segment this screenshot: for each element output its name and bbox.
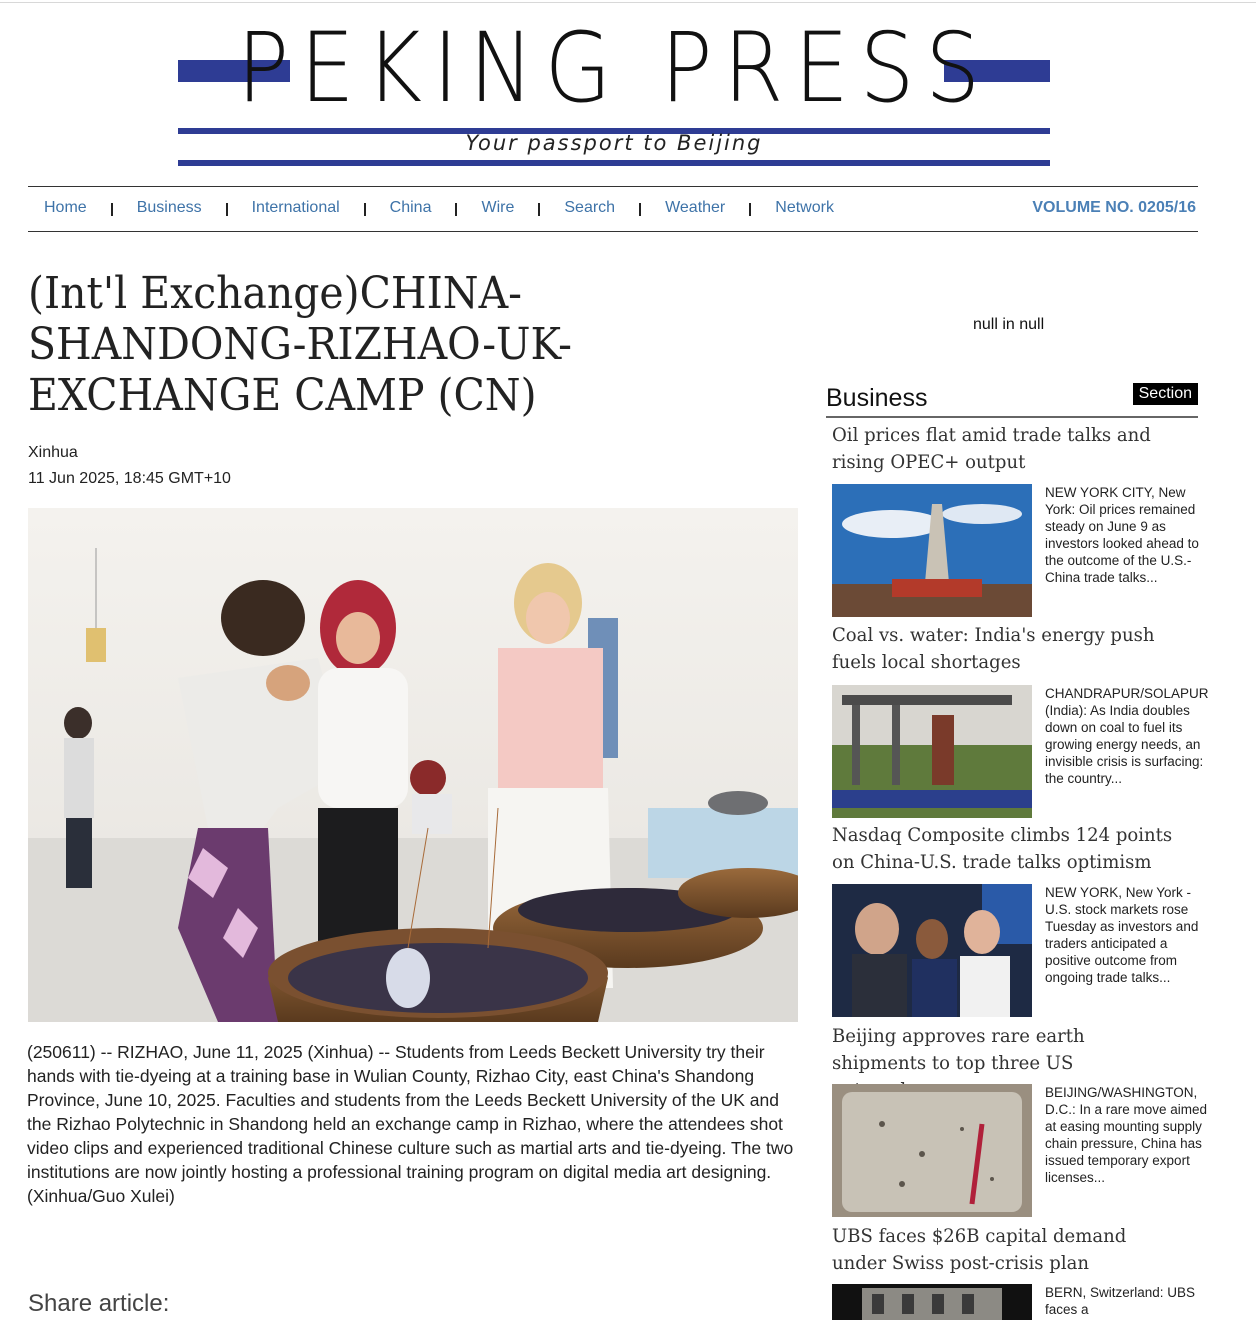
nav-weather[interactable]: Weather xyxy=(665,199,726,216)
location-text: null in null xyxy=(973,316,1045,333)
volume-number: VOLUME NO. 0205/16 xyxy=(1032,199,1196,216)
story-title-link[interactable]: UBS faces $26B capital demand under Swiss post-crisis plan xyxy=(832,1225,1127,1274)
story-title-link[interactable]: Coal vs. water: India's energy push fuels local shortages xyxy=(832,624,1155,673)
story-thumbnail[interactable] xyxy=(832,484,1032,617)
nav-search[interactable]: Search xyxy=(564,199,616,216)
sidebar-story xyxy=(832,822,1212,985)
story-title-link[interactable]: Nasdaq Composite climbs 124 points on China-U.S. trade talks optimism xyxy=(832,824,1173,873)
story-thumbnail[interactable] xyxy=(832,1084,1032,1217)
nav-separator xyxy=(111,203,113,216)
nav-network[interactable]: Network xyxy=(775,199,834,216)
article-headline: (Int'l Exchange)CHINA-SHANDONG-RIZHAO-UK-EXCHANGE CAMP (CN) xyxy=(28,268,572,421)
story-excerpt: BERN, Switzerland: UBS faces a xyxy=(1045,1285,1196,1317)
nav-separator xyxy=(455,203,457,216)
story-excerpt: CHANDRAPUR/SOLAPUR (India): As India doubles down on coal to fuel its growing energy needs, an invisible crisis is surfacing: the country... xyxy=(1045,686,1209,786)
nav-separator xyxy=(749,203,751,216)
share-article-label: Share article: xyxy=(28,1290,170,1317)
nav-separator xyxy=(639,203,641,216)
sidebar-section-header xyxy=(826,382,1198,418)
logo-rule-bottom xyxy=(178,160,1050,166)
story-title-link[interactable]: Beijing approves rare earth shipments to top three US xyxy=(832,1025,1085,1074)
sidebar-section-title[interactable]: Business xyxy=(826,384,928,412)
story-title-link[interactable]: Oil prices flat amid trade talks and rising OPEC+ output xyxy=(832,424,1151,473)
story-thumbnail[interactable] xyxy=(832,884,1032,1017)
ubs-building-image xyxy=(832,1284,1032,1320)
story-excerpt: NEW YORK CITY, New York: Oil prices remained steady on June 9 as investors looked ahead to the outcome of the U.S.-China trade talks... xyxy=(1045,485,1199,585)
nav-business[interactable]: Business xyxy=(136,199,202,216)
sidebar-story xyxy=(832,422,1212,585)
site-title: PEKING PRESS xyxy=(237,12,991,124)
coal-plant-image xyxy=(832,685,1032,818)
top-border xyxy=(0,2,1256,3)
nav-separator xyxy=(226,203,228,216)
nav-items xyxy=(44,199,834,217)
nav-international[interactable]: International xyxy=(251,199,340,216)
nav-wire[interactable]: Wire xyxy=(481,199,515,216)
site-tagline: Your passport to Beijing xyxy=(465,131,763,155)
article-photo-illustration xyxy=(28,508,798,1022)
nav-china[interactable]: China xyxy=(389,199,432,216)
nav-separator xyxy=(364,203,366,216)
sidebar-story xyxy=(832,622,1212,786)
masthead-logo[interactable] xyxy=(178,12,1050,168)
stock-traders-image xyxy=(832,884,1032,1017)
story-thumbnail[interactable] xyxy=(832,1284,1032,1320)
section-badge: Section xyxy=(1133,383,1198,405)
article-caption: (250611) -- RIZHAO, June 11, 2025 (Xinhua) -- Students from Leeds Beckett University try their hands with tie-dyeing at a training base in Wulian County, Rizhao City, east China's Shandong Province, June 10, 2025. Faculties and students from the Leeds Beckett University of the UK and the Rizhao Polytechnic in Shandong held an exchange camp in Rizhao, where the attendees shot video clips and experienced traditional Chinese culture such as martial arts and tie-dyeing. The two institutions are now jointly hosting a professional training program on digital media art designing. (Xinhua/Guo Xulei) xyxy=(27,1042,794,1206)
nav-separator xyxy=(538,203,540,216)
article-photo xyxy=(28,508,798,1022)
oil-rig-image xyxy=(832,484,1032,617)
article-byline: Xinhua xyxy=(28,444,78,461)
sidebar-story xyxy=(832,1023,1212,1185)
nav-home[interactable]: Home xyxy=(44,199,87,216)
rare-earth-rock-image xyxy=(832,1084,1032,1217)
story-excerpt: NEW YORK, New York - U.S. stock markets rose Tuesday as investors and traders anticipated a positive outcome from ongoing trade talks... xyxy=(1045,885,1199,985)
story-excerpt: BEIJING/WASHINGTON, D.C.: In a rare move aimed at easing mounting supply chain pressure, China has issued temporary export licenses... xyxy=(1045,1085,1208,1185)
story-thumbnail[interactable] xyxy=(832,685,1032,818)
main-nav xyxy=(28,186,1198,232)
article-date: 11 Jun 2025, 18:45 GMT+10 xyxy=(28,470,231,487)
sidebar-story xyxy=(832,1223,1212,1317)
